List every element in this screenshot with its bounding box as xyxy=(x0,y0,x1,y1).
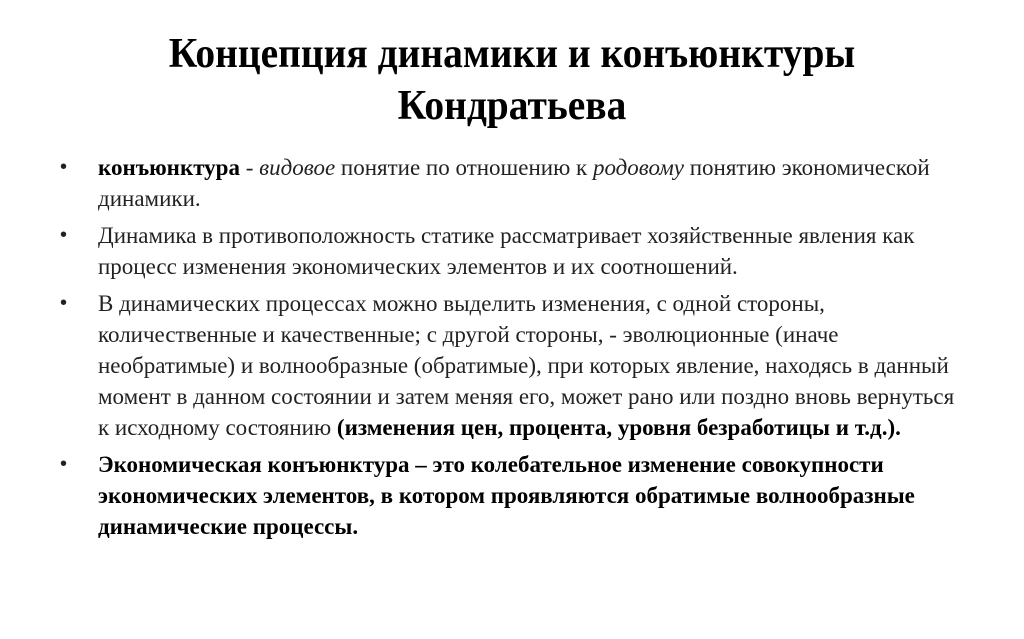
bullet-text-segment: понятие по отношению к xyxy=(335,155,593,180)
bullet-text-segment: В динамических процессах можно выделить изменения, с одной стороны, количественные и качественные; с другой стороны, - эволюционные (иначе необратимые) и волнообразные (обратимые), при которых явление, находясь в данный момент в данном состоянии и затем меняя его, может рано или поздно вновь вернуться к исходному состоянию xyxy=(98,291,955,440)
bullet-text-segment: - xyxy=(239,155,260,180)
bullet-text-segment: (изменения цен, процента, уровня безработицы и т.д.). xyxy=(336,415,901,440)
bullet-mark: • xyxy=(60,224,68,246)
bullet-item xyxy=(60,152,970,214)
bullet-text-segment: конъюнктура xyxy=(98,155,240,180)
bullet-item xyxy=(60,288,970,443)
bullet-item xyxy=(60,220,970,282)
slide-title: Концепция динамики и конъюнктуры Кондратьева xyxy=(168,31,856,129)
bullet-text-segment: Экономическая конъюнктура – это колебательное изменение совокупности экономических элементов, в котором проявляются обратимые волнообразные динамические процессы. xyxy=(98,452,915,539)
bullet-text-segment: видовое xyxy=(259,155,336,180)
bullet-text-segment: понятию экономической динамики. xyxy=(98,155,930,211)
bullet-mark: • xyxy=(60,453,68,475)
bullet-text-segment: Динамика в противоположность статике рассматривает хозяйственные явления как процесс изменения экономических элементов и их соотношений. xyxy=(98,223,915,279)
bullet-mark: • xyxy=(60,156,68,178)
bullet-mark: • xyxy=(60,292,68,314)
bullet-text-segment: родовому xyxy=(592,155,684,180)
bullet-item xyxy=(60,449,970,542)
bullet-list xyxy=(60,152,970,548)
